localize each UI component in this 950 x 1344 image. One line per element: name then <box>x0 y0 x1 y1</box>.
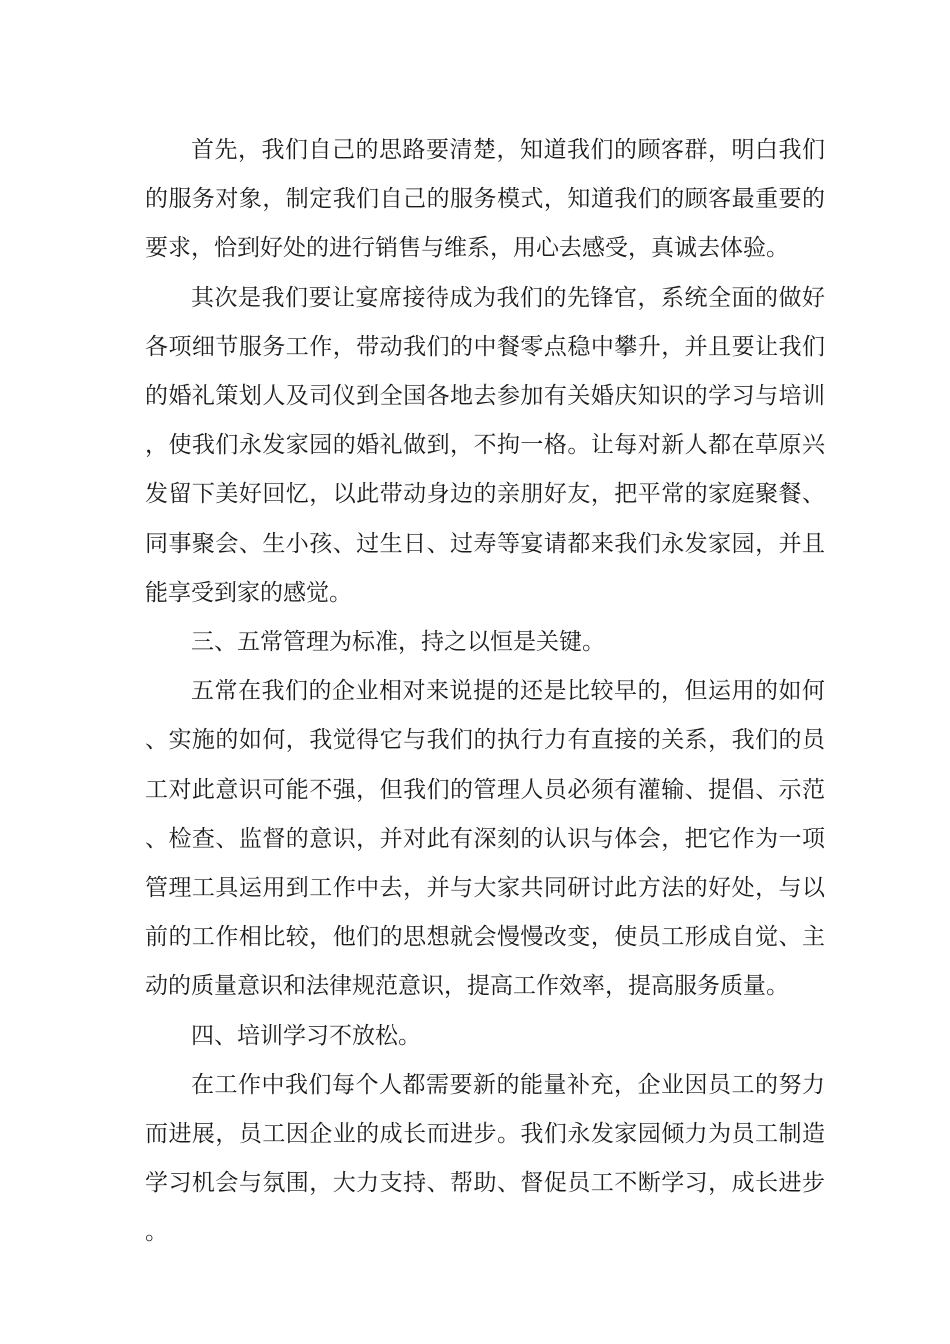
paragraph-training: 在工作中我们每个人都需要新的能量补充，企业因员工的努力而进展，员工因企业的成长而进步。我们永发家园倾力为员工制造学习机会与氛围，大力支持、帮助、督促员工不断学习，成长进步。 <box>145 1071 825 1246</box>
section-heading-five-s: 三、五常管理为标准，持之以恒是关键。 <box>191 629 605 656</box>
section-heading-training: 四、培训学习不放松。 <box>191 1022 421 1049</box>
paragraph-five-s-management: 五常在我们的企业相对来说提的还是比较早的，但运用的如何、实施的如何，我觉得它与我们的执行力有直接的关系，我们的员工对此意识可能不强，但我们的管理人员必须有灌输、提倡、示范、检查、监督的意识，并对此有深刻的认识与体会，把它作为一项管理工具运用到工作中去，并与大家共同研讨此方法的好处，与以前的工作相比较，他们的思想就会慢慢改变，使员工形成自觉、主动的质量意识和法律规范意识，提高工作效率，提高服务质量。 <box>145 678 825 1000</box>
paragraph-banquet-vanguard: 其次是我们要让宴席接待成为我们的先锋官，系统全面的做好各项细节服务工作，带动我们的中餐零点稳中攀升，并且要让我们的婚礼策划人及司仪到全国各地去参加有关婚庆知识的学习与培训，使我们永发家园的婚礼做到，不拘一格。让每对新人都在草原兴发留下美好回忆，以此带动身边的亲朋好友，把平常的家庭聚餐、同事聚会、生小孩、过生日、过寿等宴请都来我们永发家园，并且能享受到家的感觉。 <box>145 284 825 606</box>
document-body <box>145 126 825 1258</box>
paragraph-service-approach: 首先，我们自己的思路要清楚，知道我们的顾客群，明白我们的服务对象，制定我们自己的服务模式，知道我们的顾客最重要的要求，恰到好处的进行销售与维系，用心去感受，真诚去体验。 <box>145 137 825 262</box>
